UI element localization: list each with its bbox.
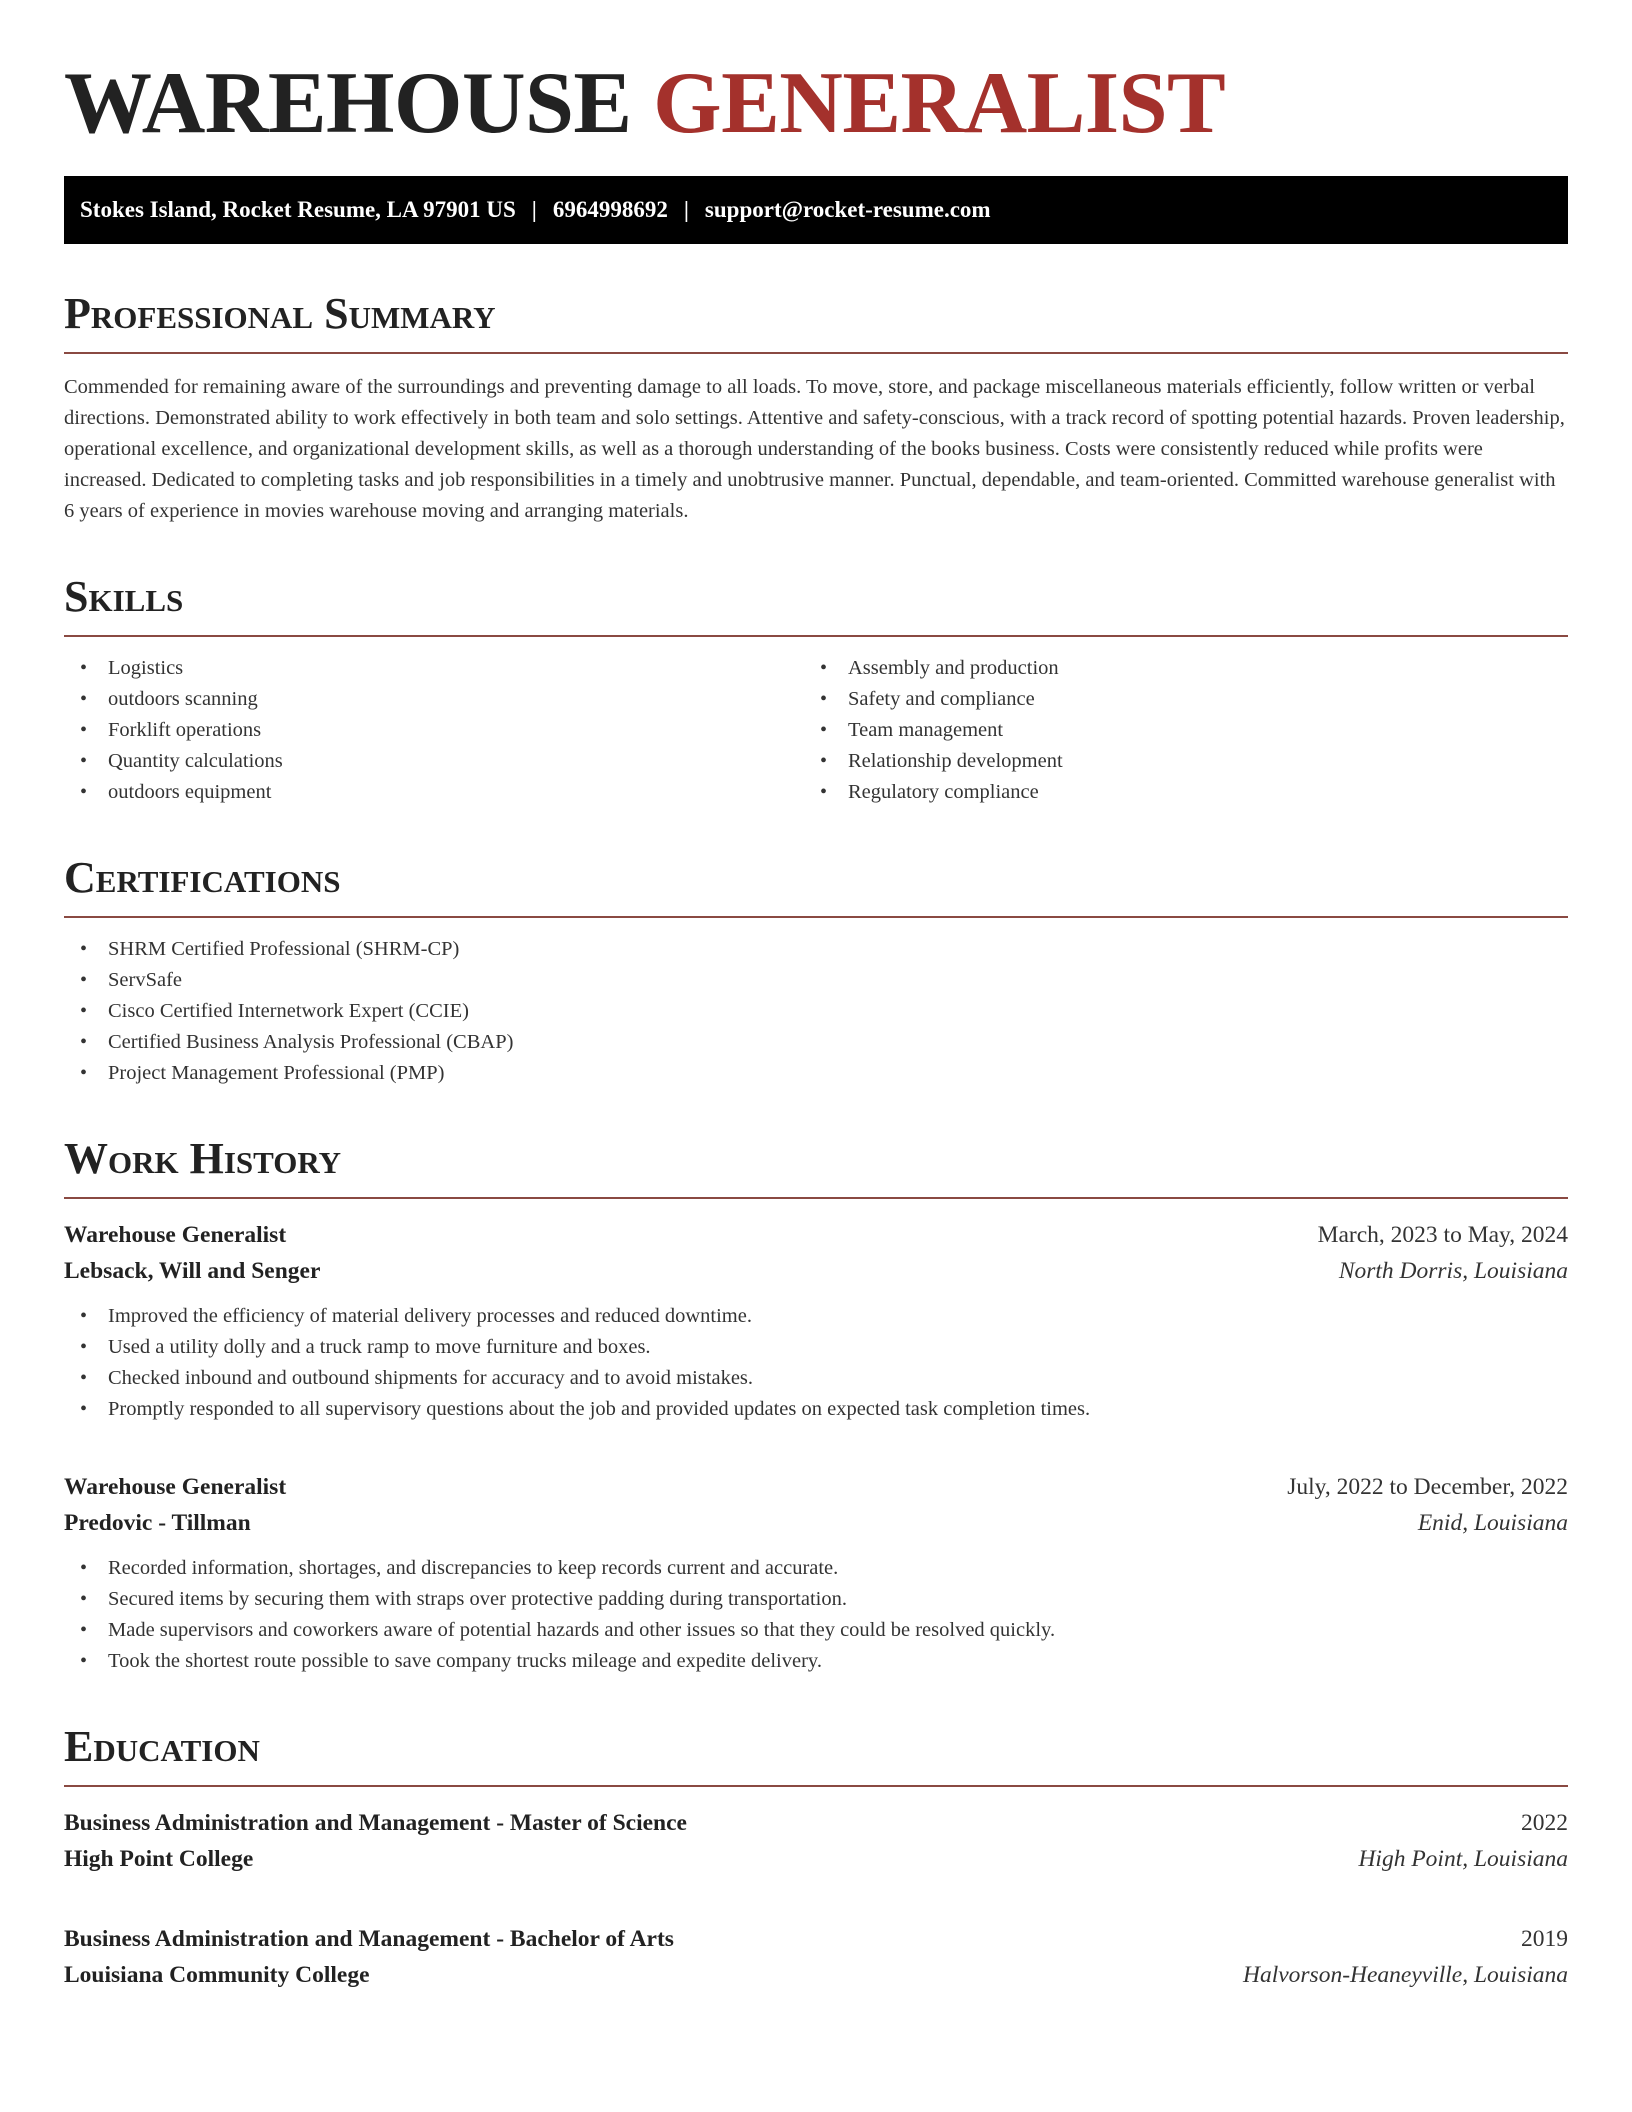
section-heading: Education: [64, 1721, 1568, 1787]
skill-item: • Team management: [804, 715, 1544, 746]
school-location: High Point, Louisiana: [1358, 1846, 1568, 1872]
job-location: Enid, Louisiana: [1417, 1510, 1568, 1536]
school-name: Louisiana Community College: [64, 1962, 370, 1988]
certification-item: • Cisco Certified Internetwork Expert (CCIE): [64, 996, 1568, 1027]
skills-grid: [64, 653, 1568, 808]
job-duties-list: [64, 1553, 1568, 1677]
skill-item: • Regulatory compliance: [804, 777, 1544, 808]
skill-item: • Forklift operations: [64, 715, 804, 746]
contact-email[interactable]: support@rocket-resume.com: [704, 197, 991, 222]
job-company: Lebsack, Will and Senger: [64, 1258, 321, 1284]
job-company-row: [64, 1253, 1568, 1289]
section-heading: Certifications: [64, 852, 1568, 918]
job-dates: March, 2023 to May, 2024: [1317, 1222, 1568, 1248]
school-location: Halvorson-Heaneyville, Louisiana: [1242, 1962, 1568, 1988]
skill-item: • Relationship development: [804, 746, 1544, 777]
job-duty-item: • Checked inbound and outbound shipments for accuracy and to avoid mistakes.: [64, 1363, 1568, 1394]
degree-row: [64, 1805, 1568, 1841]
contact-separator: |: [531, 197, 537, 222]
job-title-row: [64, 1217, 1568, 1253]
job-duty-item: • Promptly responded to all supervisory questions about the job and provided updates on expected task completion times.: [64, 1394, 1568, 1425]
degree-row: [64, 1921, 1568, 1957]
skill-item: • Assembly and production: [804, 653, 1544, 684]
contact-separator: |: [683, 197, 689, 222]
skills-section: [64, 571, 1568, 808]
certification-item: • Project Management Professional (PMP): [64, 1058, 1568, 1089]
section-heading: Work History: [64, 1133, 1568, 1199]
job-company-row: [64, 1505, 1568, 1541]
job-title-row: [64, 1469, 1568, 1505]
job-duty-item: • Recorded information, shortages, and discrepancies to keep records current and accurate.: [64, 1553, 1568, 1584]
section-heading: Professional Summary: [64, 288, 1568, 354]
skill-item: • outdoors scanning: [64, 684, 804, 715]
job-title: Warehouse Generalist: [64, 1474, 287, 1500]
job-entry: [64, 1469, 1568, 1677]
job-duties-list: [64, 1301, 1568, 1425]
skill-item: • outdoors equipment: [64, 777, 804, 808]
skills-list-right: [804, 653, 1544, 808]
school-row: [64, 1841, 1568, 1877]
job-company: Predovic - Tillman: [64, 1510, 251, 1536]
graduation-year: 2019: [1521, 1926, 1568, 1952]
job-duty-item: • Used a utility dolly and a truck ramp to move furniture and boxes.: [64, 1332, 1568, 1363]
certification-item: • ServSafe: [64, 965, 1568, 996]
job-location: North Dorris, Louisiana: [1338, 1258, 1568, 1284]
education-entry: [64, 1805, 1568, 1877]
graduation-year: 2022: [1521, 1810, 1568, 1836]
skills-list-left: [64, 653, 804, 808]
job-dates: July, 2022 to December, 2022: [1287, 1474, 1568, 1500]
certification-item: • SHRM Certified Professional (SHRM-CP): [64, 934, 1568, 965]
skill-item: • Safety and compliance: [804, 684, 1544, 715]
job-duty-item: • Improved the efficiency of material delivery processes and reduced downtime.: [64, 1301, 1568, 1332]
job-entry: [64, 1217, 1568, 1425]
resume-page: [64, 0, 1568, 1993]
section-heading: Skills: [64, 571, 1568, 637]
degree-name: Business Administration and Management - Master of Science: [64, 1810, 687, 1836]
summary-section: [64, 288, 1568, 527]
job-duty-item: • Took the shortest route possible to save company trucks mileage and expedite delivery.: [64, 1646, 1568, 1677]
contact-address: Stokes Island, Rocket Resume, LA 97901 US: [80, 197, 516, 222]
summary-text: Commended for remaining aware of the surroundings and preventing damage to all loads. To move, store, and package miscellaneous materials efficiently, follow written or verbal directions. Demonstrated ability to work effectively in both team and solo settings. Attentive and safety-conscious, with a track record of spotting potential hazards. Proven leadership, operational excellence, and organizational development skills, as well as a thorough understanding of the books business. Costs were consistently reduced while profits were increased. Dedicated to completing tasks and job responsibilities in a timely and unobtrusive manner. Punctual, dependable, and team-oriented. Committed warehouse generalist with 6 years of experience in movies warehouse moving and arranging materials.: [64, 376, 1565, 522]
certification-item: • Certified Business Analysis Professional (CBAP): [64, 1027, 1568, 1058]
certifications-list: [64, 934, 1568, 1089]
work-history-section: [64, 1133, 1568, 1677]
skill-item: • Logistics: [64, 653, 804, 684]
job-title: Warehouse Generalist: [64, 1222, 287, 1248]
school-name: High Point College: [64, 1846, 254, 1872]
degree-name: Business Administration and Management - Bachelor of Arts: [64, 1926, 674, 1952]
education-section: [64, 1721, 1568, 1993]
skill-item: • Quantity calculations: [64, 746, 804, 777]
contact-phone[interactable]: 6964998692: [552, 197, 668, 222]
education-entry: [64, 1921, 1568, 1993]
school-row: [64, 1957, 1568, 1993]
contact-bar: [64, 176, 1568, 244]
resume-title: [64, 55, 1568, 152]
title-accent-word: GENERALIST: [653, 55, 1226, 152]
job-duty-item: • Secured items by securing them with straps over protective padding during transportation.: [64, 1584, 1568, 1615]
certifications-section: [64, 852, 1568, 1089]
job-duty-item: • Made supervisors and coworkers aware of potential hazards and other issues so that they could be resolved quickly.: [64, 1615, 1568, 1646]
title-job-word: WAREHOUSE: [64, 55, 632, 152]
